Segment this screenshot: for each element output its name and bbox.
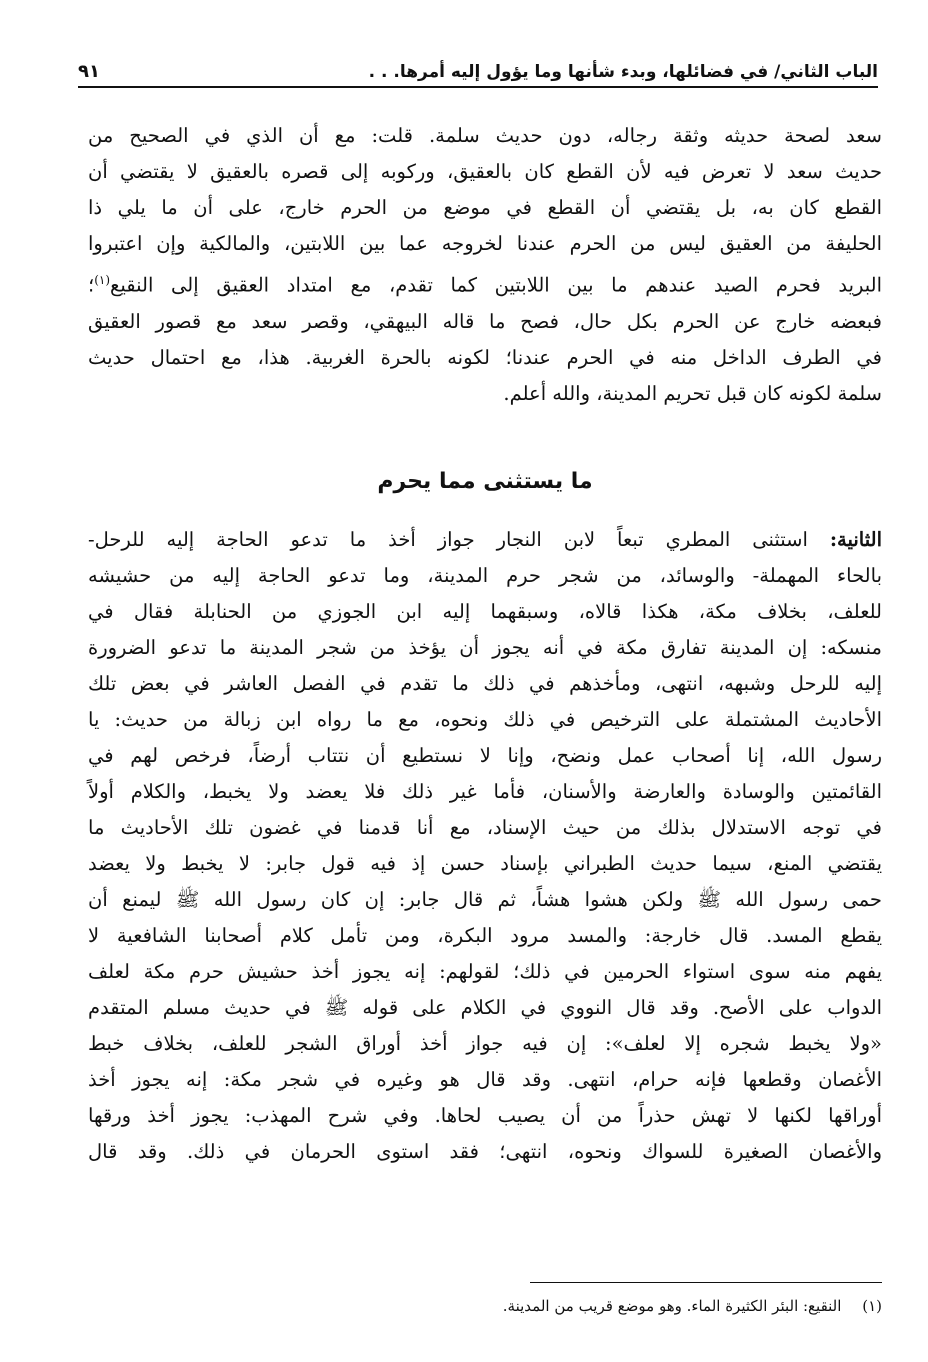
section-heading: ما يستثنى مما يحرم (377, 469, 593, 494)
text-line: سعد لصحة حديثه وثقة رجاله، دون حديث سلمة. قلت: مع أن الذي في الصحيح من (88, 124, 882, 147)
footnote (88, 1292, 882, 1320)
text-line: حمى رسول الله ﷺ ولكن هشوا هشاً، ثم قال جابر: إن كان رسول الله ﷺ ليمنع أن (88, 888, 882, 911)
running-header (78, 54, 878, 88)
text-line: الدواب على الأصح. وقد قال النووي في الكلام على قوله ﷺ في حديث مسلم المتقدم (88, 996, 882, 1019)
text-line: الحليفة من العقيق ليس من الحرم عندنا لخروجه عما بين اللابتين، والمالكية وإن اعتبروا (88, 232, 882, 255)
line-suffix: ؛ (88, 273, 95, 297)
text-line: يفهم منه سوى استواء الحرمين في ذلك؛ لقولهم: إنه يجوز أخذ حشيش حرم مكة لعلف (88, 960, 882, 983)
text-line: أوراقها لكنها لا تهش حذراً من أن يصيب لحاها. وفي شرح المهذب: يجوز أخذ ورقها (88, 1104, 882, 1127)
text-line: حديث سعد لا تعرض فيه لأن القطع كان بالعقيق، وركوبه إلى قصره بالعقيق لا يقتضي أن (88, 160, 882, 183)
text-line: إليه للرحل وشبهه، انتهى، ومأخذهم في ذلك ما تقدم في الفصل العاشر في بعض تلك (88, 672, 882, 695)
text-line: يقطع المسد. قال خارجة: والمسد مرود البكرة، ومن تأمل كلام أصحابنا الشافعية لا (88, 924, 882, 947)
text-line-content: استثنى المطري تبعاً لابن النجار جواز أخذ ما تدعو الحاجة إليه للرحل- (88, 528, 808, 551)
text-line: في توجه الاستدلال بذلك من حيث الإسناد، مع أنا قدمنا في غضون تلك الأحاديث ما (88, 816, 882, 839)
text-line: منسكه: إن المدينة تفارق مكة في أنه يجوز أن يؤخذ من شجر المدينة ما تدعو الضرورة (88, 636, 882, 659)
text-line: الأحاديث المشتملة على الترخيص في ذلك ونحوه، مع ما رواه ابن زبالة من حديث: يا (88, 708, 882, 731)
text-line: والأغصان الصغيرة للسواك ونحوه، انتهى؛ فقد استوى الحرمان في ذلك. وقد قال (88, 1140, 882, 1163)
text-line: في الطرف الداخل منه في الحرم عندنا؛ لكونه بالحرة الغربية. هذا، مع احتمال حديث (88, 345, 882, 369)
text-line: رسول الله، إنا أصحاب عمل ونضح، وإنا لا نستطيع أن نتتاب أرضاً، فرخص لهم في (88, 744, 882, 767)
text-line: القائمتين والوسادة والعارضة والأسنان، فأما غير ذلك فلا يعضد ولا يخبط، والكلام أولاً (88, 780, 882, 803)
lead-word: الثانية: (829, 528, 882, 551)
text-line-lead (88, 522, 882, 558)
text-line: يقتضي المنع، سيما حديث الطبراني بإسناد حسن إذ فيه قول جابر: لا يخبط ولا يعضد (88, 852, 882, 875)
text-line-with-footnote (88, 262, 882, 304)
text-line: الأغصان وقطعها فإنه حرام، انتهى. وقد قال هو وغيره في شجر مكة: إنه يجوز أخذ (88, 1068, 882, 1091)
paragraph-2 (88, 522, 882, 1170)
footnote-marker[interactable]: (١) (94, 273, 111, 287)
text-line: فبعضه خارج عن الحرم بكل حال، فصح ما قاله البيهقي، وقصر سعد مع قصور العقيق (88, 309, 882, 333)
text-line-content: البريد فحرم الصيد عندهم ما بين اللابتين كما تقدم، مع امتداد العقيق إلى النقيع (110, 273, 882, 297)
text-line: للعلف، بخلاف مكة، هكذا قالاه، وسبقهما إليه ابن الجوزي من الحنابلة فقال في (88, 600, 882, 623)
text-line: القطع كان به، بل يقتضي أن القطع في موضع من الحرم خارج، على أن ما يلي ذا (88, 196, 882, 219)
text-line: سلمة لكونه كان قبل تحريم المدينة، والله أعلم. (503, 381, 882, 405)
page-number: ٩١ (78, 61, 100, 82)
text-line: بالحاء المهملة- والوسائد، من شجر حرم المدينة، وما تدعو الحاجة إليه من حشيشه (88, 564, 882, 587)
text-line: «ولا يخبط شجره إلا لعلف»: إن فيه جواز أخذ أوراق الشجر للعلف، بخلاف خبط (88, 1032, 882, 1055)
paragraph-1 (88, 118, 882, 412)
footnote-divider (530, 1282, 882, 1283)
footnote-number: (١) (862, 1297, 882, 1315)
chapter-title: الباب الثاني/ في فضائلها، وبدء شأنها وما يؤول إليه أمرها. . . (368, 62, 878, 82)
footnote-text: النقيع: البئر الكثيرة الماء. وهو موضع قريب من المدينة. (502, 1297, 842, 1315)
